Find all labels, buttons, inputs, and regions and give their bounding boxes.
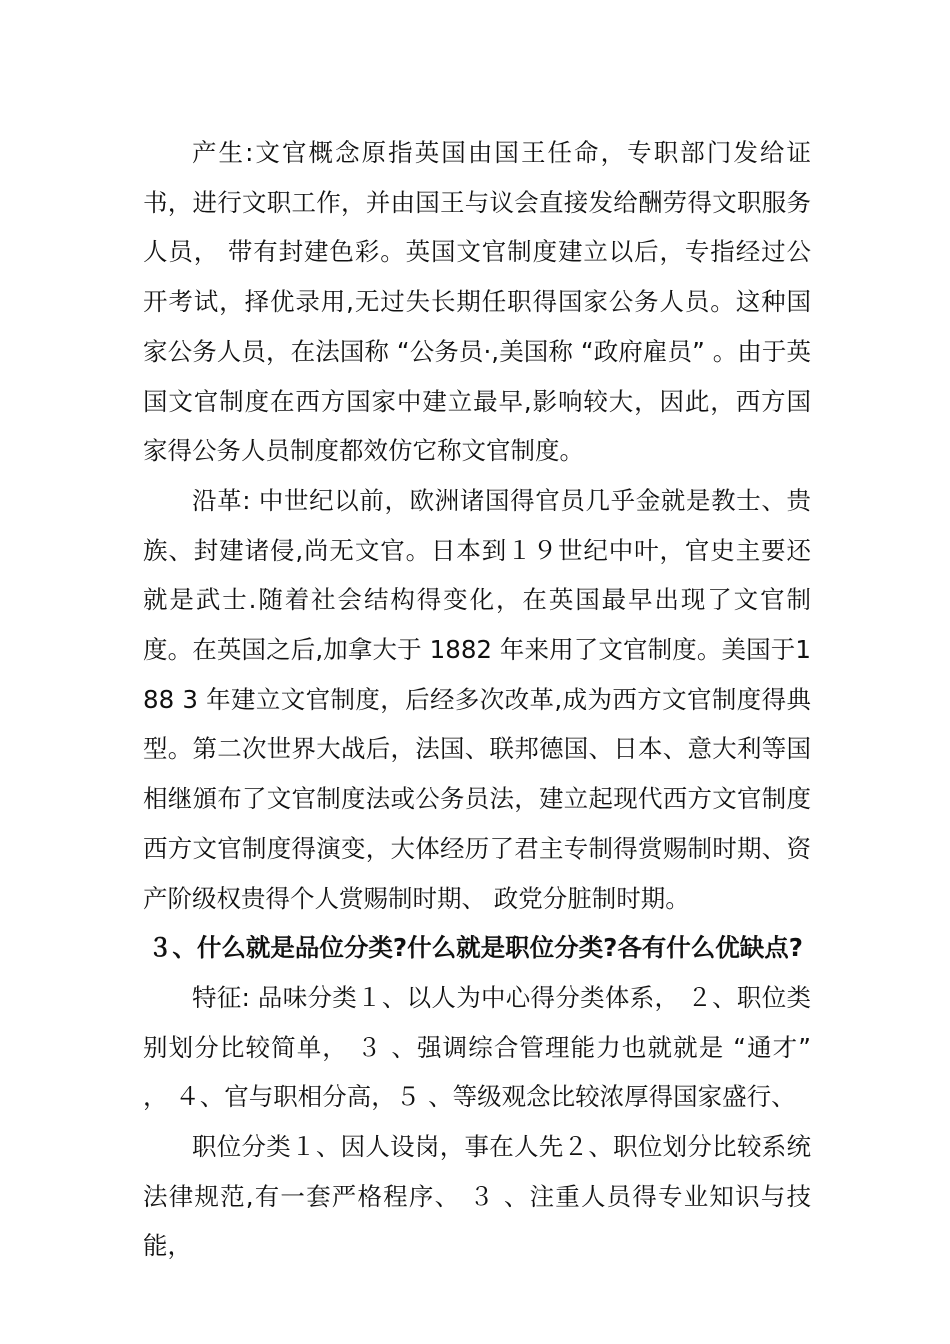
paragraph-position-classification: 职位分类１、因人设岗，事在人先２、职位划分比较系统法律规范,有一套严格程序、 ３ 、注重人员得专业知识与技能，: [143, 1132, 811, 1261]
paragraph-history: 沿革: 中世纪以前，欧洲诸国得官员几乎金就是教士、贵族、封建诸侵,尚无文官。日本到１９世纪中叶，官史主要还就是武士.随着社会结构得变化，在英国最早出现了文官制度。在英国之后,加拿大于 1882 年来用了文官制度。美国于188 3 年建立文官制度，后经多次改革,成为西方文官制度得典型。第二次世界大战后，法国、联邦德国、日本、意大利等国相继頒布了文官制度法或公务员法，建立起现代西方文官制度西方文官制度得演变，大体经历了君主专制得赏赐制时期、资产阶级权贵得个人赏赐制时期、 政党分脏制时期。: [143, 485, 811, 913]
paragraph-origin: 产生:文官概念原指英国由国王任命，专职部门发给证书，进行文职工作，并由国王与议会直接发给酬劳得文职服务人员， 带有封建色彩。英国文官制度建立以后，专指经过公开考试，择优录用,无过失长期任职得国家公务人员。这种国家公务人员，在法国称 “公务员·,美国称 “政府雇员” 。由于英国文官制度在西方国家中建立最早,影响较大，因此，西方国家得公务人员制度都效仿它称文官制度。: [143, 138, 811, 466]
document-body: [143, 128, 811, 1271]
section-heading: ３、什么就是品位分类?什么就是职位分类?各有什么优缺点?: [147, 933, 804, 963]
paragraph-rank-classification: 特征: 品味分类１、以人为中心得分类体系， ２、职位类别划分比较简单， ３ 、强调综合管理能力也就就是 “通才” ， ４、官与职相分高，５ 、等级观念比较浓厚得国家盛行、: [143, 982, 811, 1112]
